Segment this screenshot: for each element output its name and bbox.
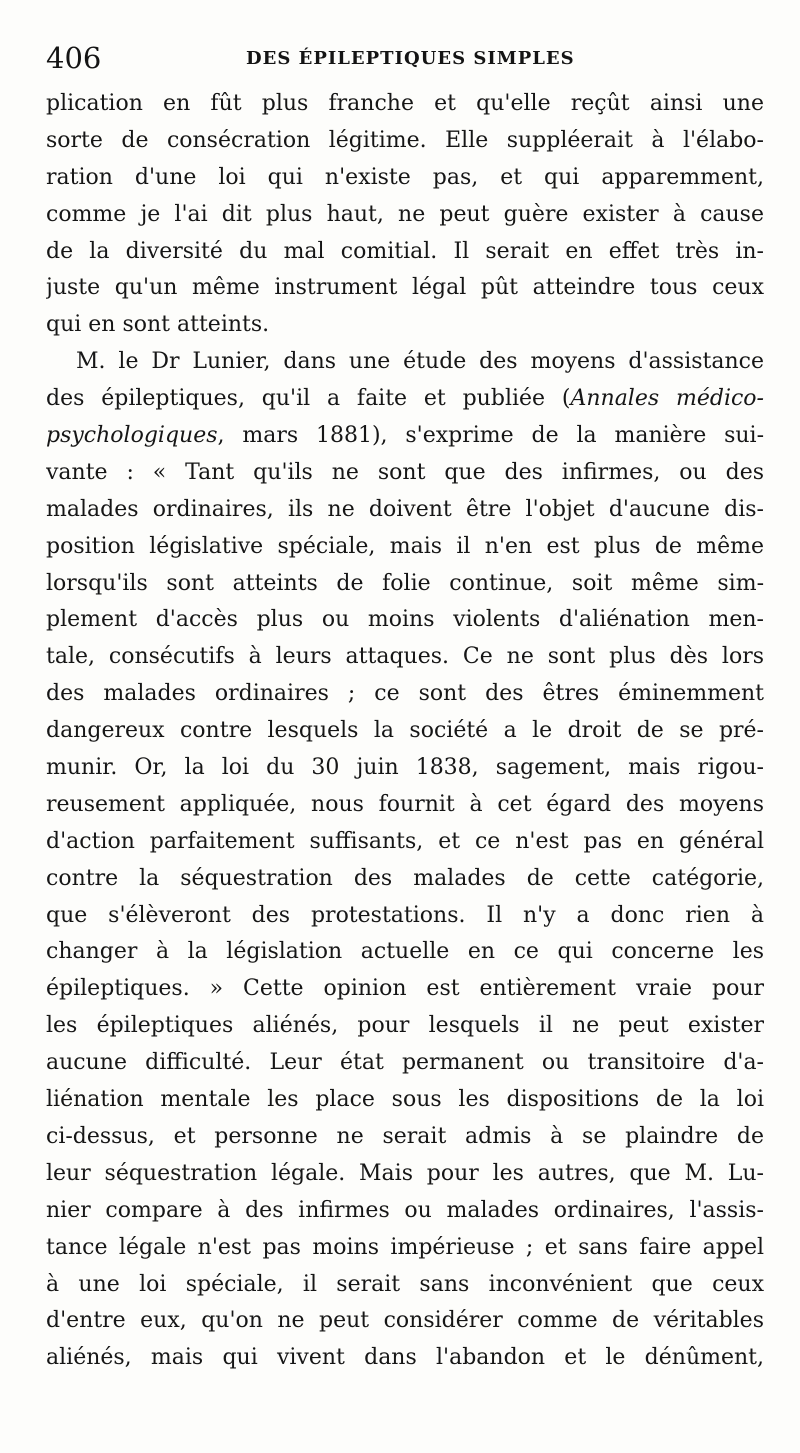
- text-line: d'action parfaitement suffisants, et ce n'est pas en général: [46, 828, 764, 854]
- text-line: tale, consécutifs à leurs attaques. Ce ne sont plus dès lors: [46, 644, 764, 670]
- page-number: 406: [46, 41, 102, 75]
- text-line: plement d'accès plus ou moins violents d'aliénation men-: [46, 607, 764, 633]
- text-line: [46, 381, 764, 418]
- italic-title: psychologiques: [46, 423, 218, 449]
- running-head: DES ÉPILEPTIQUES SIMPLES: [246, 48, 575, 69]
- text-line: tance légale n'est pas moins impérieuse ; et sans faire appel: [46, 1234, 764, 1260]
- text-line: juste qu'un même instrument légal pût atteindre tous ceux: [46, 275, 764, 301]
- text-line: [46, 418, 764, 455]
- page-header: [46, 40, 766, 80]
- text-segment: , mars 1881), s'exprime de la manière sui-: [217, 423, 764, 449]
- text-line: ration d'une loi qui n'existe pas, et qui apparemment,: [46, 164, 764, 190]
- text-line: des malades ordinaires ; ce sont des êtres éminemment: [46, 681, 764, 707]
- text-line: les épileptiques aliénés, pour lesquels il ne peut exister: [46, 1013, 764, 1039]
- text-line: contre la séquestration des malades de cette catégorie,: [46, 865, 764, 891]
- text-line: plication en fût plus franche et qu'elle reçût ainsi une: [46, 91, 764, 116]
- text-line: munir. Or, la loi du 30 juin 1838, sagement, mais rigou-: [46, 755, 764, 781]
- text-line: position législative spéciale, mais il n'en est plus de même: [46, 533, 764, 559]
- text-line: vante : « Tant qu'ils ne sont que des infirmes, ou des: [46, 459, 764, 485]
- text-line: sorte de consécration légitime. Elle suppléerait à l'élabo-: [46, 127, 764, 153]
- body-text: [46, 86, 764, 1377]
- text-line: leur séquestration légale. Mais pour les autres, que M. Lu-: [46, 1160, 764, 1186]
- text-line: épileptiques. » Cette opinion est entièrement vraie pour: [46, 976, 764, 1002]
- text-line: malades ordinaires, ils ne doivent être l'objet d'aucune dis-: [46, 496, 764, 522]
- text-line: qui en sont atteints.: [46, 312, 270, 338]
- text-line: aucune difficulté. Leur état permanent ou transitoire d'a-: [46, 1050, 764, 1076]
- text-line: à une loi spéciale, il serait sans inconvénient que ceux: [46, 1271, 764, 1297]
- text-line: liénation mentale les place sous les dispositions de la loi: [46, 1087, 764, 1113]
- text-line: reusement appliquée, nous fournit à cet égard des moyens: [46, 791, 764, 817]
- italic-title: Annales médico-: [570, 386, 764, 412]
- text-line: d'entre eux, qu'on ne peut considérer comme de véritables: [46, 1308, 764, 1334]
- text-segment: des épileptiques, qu'il a faite et publiée (: [46, 386, 571, 412]
- text-line: M. le Dr Lunier, dans une étude des moyens d'assistance: [76, 349, 764, 375]
- text-line: de la diversité du mal comitial. Il serait en effet très in-: [46, 238, 764, 264]
- text-line: aliénés, mais qui vivent dans l'abandon et le dénûment,: [46, 1345, 764, 1371]
- text-line: nier compare à des infirmes ou malades ordinaires, l'assis-: [46, 1197, 764, 1223]
- text-line: que s'élèveront des protestations. Il n'y a donc rien à: [46, 902, 764, 928]
- text-line: ci-dessus, et personne ne serait admis à se plaindre de: [46, 1123, 764, 1149]
- text-line: dangereux contre lesquels la société a le droit de se pré-: [46, 718, 764, 744]
- text-line: lorsqu'ils sont atteints de folie continue, soit même sim-: [46, 570, 764, 596]
- text-line: changer à la législation actuelle en ce qui concerne les: [46, 939, 764, 965]
- text-line: comme je l'ai dit plus haut, ne peut guère exister à cause: [46, 201, 764, 227]
